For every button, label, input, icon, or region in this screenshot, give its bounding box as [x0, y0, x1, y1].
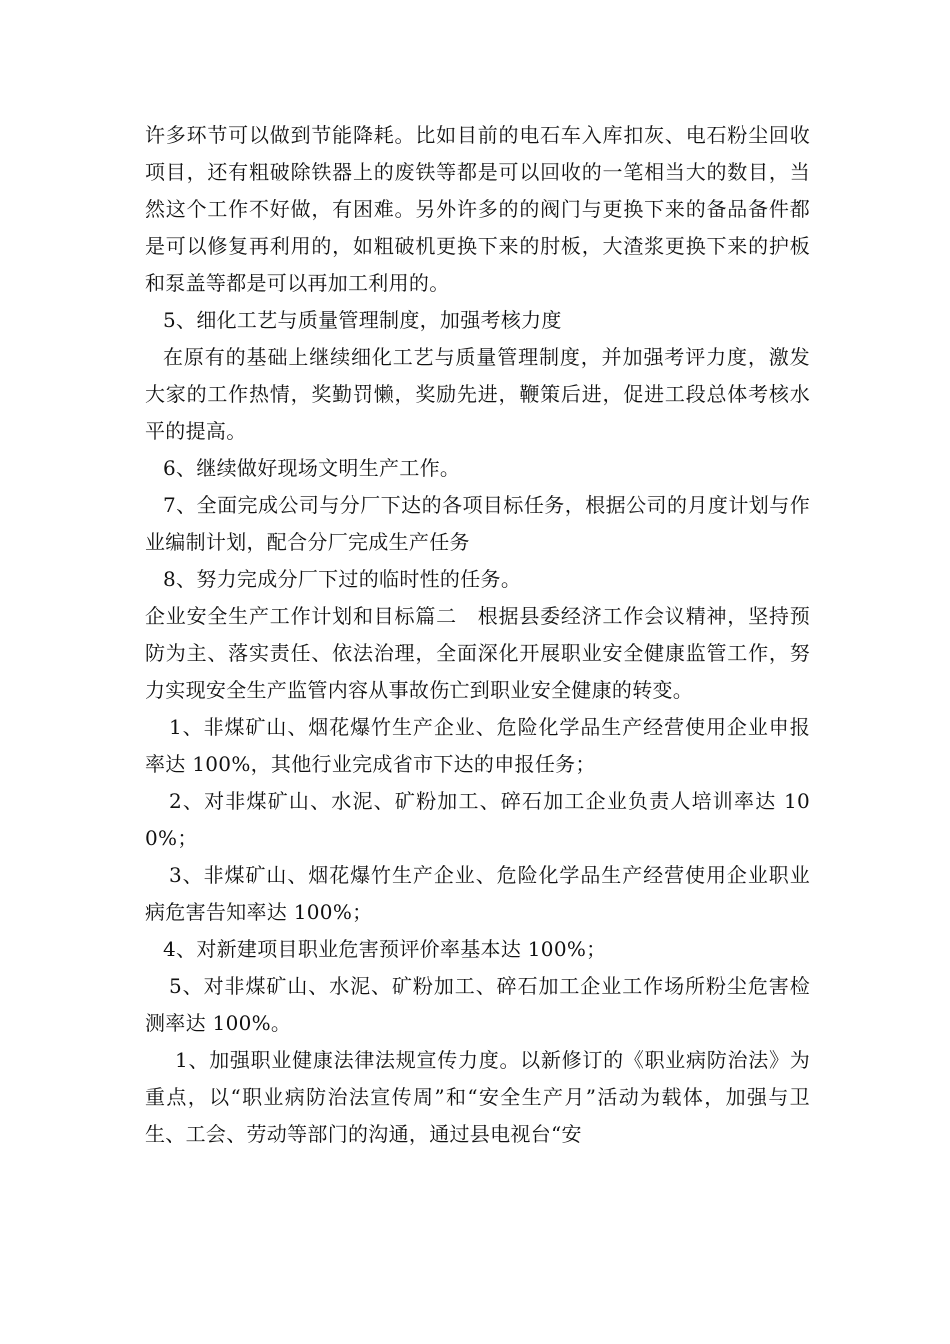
section-two-intro: 企业安全生产工作计划和目标篇二 根据县委经济工作会议精神，坚持预防为主、落实责任、依法治理，全面深化开展职业安全健康监管工作，努力实现安全生产监管内容从事故伤亡到职业安全健康的转变。 — [145, 604, 810, 702]
paragraph-energy-saving: 许多环节可以做到节能降耗。比如目前的电石车入库扣灰、电石粉尘回收项目，还有粗破除铁器上的废铁等都是可以回收的一笔相当大的数目，当然这个工作不好做，有困难。另外许多的的阀门与更换下来的备品备件都是可以修复再利用的，如粗破机更换下来的肘板，大渣浆更换下来的护板和泵盖等都是可以再加工利用的。 — [145, 123, 810, 295]
target-2: 2、对非煤矿山、水泥、矿粉加工、碎石加工企业负责人培训率达 100%； — [145, 789, 810, 850]
paragraph-process-management: 在原有的基础上继续细化工艺与质量管理制度，并加强考评力度，激发大家的工作热情，奖勤罚懒，奖励先进，鞭策后进，促进工段总体考核水平的提高。 — [145, 345, 810, 443]
target-5: 5、对非煤矿山、水泥、矿粉加工、碎石加工企业工作场所粉尘危害检测率达 100%。 — [145, 974, 810, 1035]
measure-1: 1、加强职业健康法律法规宣传力度。以新修订的《职业病防治法》为重点，以“职业病防治法宣传周”和“安全生产月”活动为载体，加强与卫生、工会、劳动等部门的沟通，通过县电视台“安 — [145, 1048, 810, 1146]
item-6: 6、继续做好现场文明生产工作。 — [163, 456, 461, 480]
item-5-heading: 5、细化工艺与质量管理制度，加强考核力度 — [163, 308, 562, 332]
target-1: 1、非煤矿山、烟花爆竹生产企业、危险化学品生产经营使用企业申报率达 100%，其他行业完成省市下达的申报任务； — [145, 715, 810, 776]
target-4: 4、对新建项目职业危害预评价率基本达 100%； — [163, 937, 607, 961]
target-3: 3、非煤矿山、烟花爆竹生产企业、危险化学品生产经营使用企业职业病危害告知率达 100%； — [145, 863, 810, 924]
document-body — [145, 117, 810, 1153]
item-7: 7、全面完成公司与分厂下达的各项目标任务，根据公司的月度计划与作业编制计划，配合分厂完成生产任务 — [145, 493, 810, 554]
item-8: 8、努力完成分厂下过的临时性的任务。 — [163, 567, 522, 591]
